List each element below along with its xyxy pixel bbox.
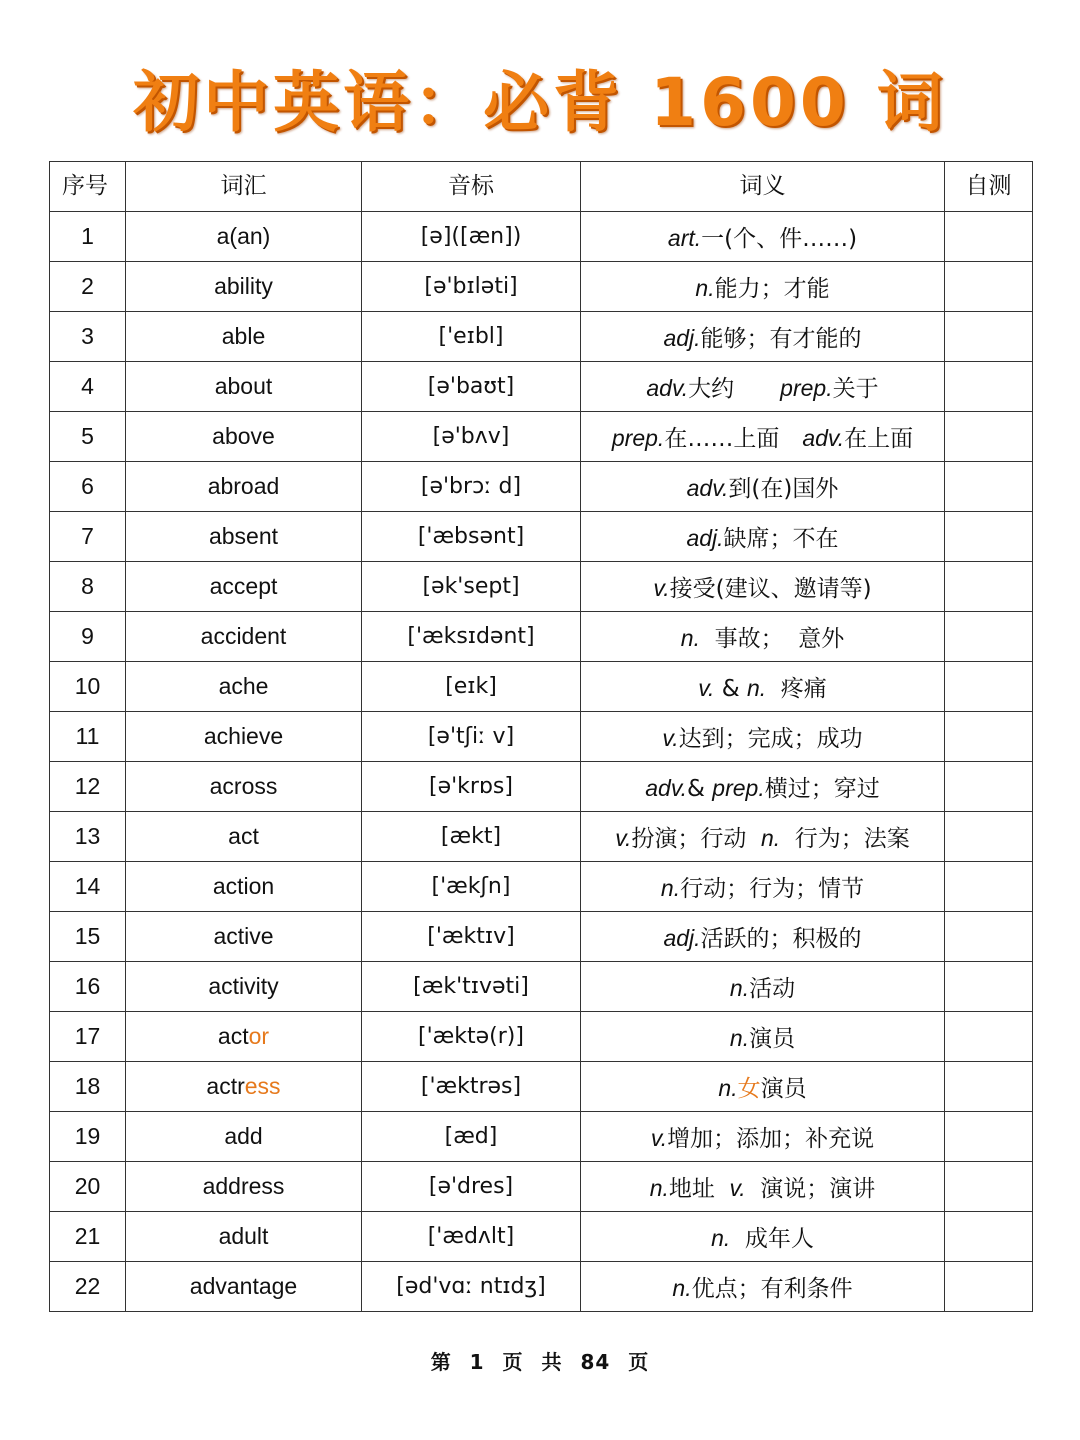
- row-word: accept: [126, 562, 362, 612]
- table-header-row: [50, 162, 1033, 212]
- row-phonetic: ['æktɪv]: [362, 912, 581, 962]
- part-of-speech: n.: [729, 1025, 750, 1051]
- meaning-text: 在……上面: [664, 426, 803, 452]
- table-row: [50, 712, 1033, 762]
- row-meaning: [581, 1062, 945, 1112]
- meaning-text: 大约: [688, 376, 781, 402]
- row-self-test: [945, 1112, 1033, 1162]
- row-word: [126, 1062, 362, 1112]
- row-word: active: [126, 912, 362, 962]
- row-self-test: [945, 212, 1033, 262]
- table-row: [50, 962, 1033, 1012]
- part-of-speech: n.: [718, 1075, 738, 1101]
- row-phonetic: ['eɪbl]: [362, 312, 581, 362]
- meaning-text: &: [714, 676, 747, 702]
- row-self-test: [945, 1262, 1033, 1312]
- part-of-speech: adv.: [802, 425, 845, 451]
- meaning-text: 活动: [749, 976, 796, 1002]
- row-meaning: [581, 1212, 945, 1262]
- row-number: 15: [50, 912, 126, 962]
- page-title: 初中英语：必背 1600 词: [133, 64, 947, 141]
- row-phonetic: [ækt]: [362, 812, 581, 862]
- meaning-text: 疼痛: [766, 676, 827, 702]
- row-number: 11: [50, 712, 126, 762]
- footer-total-pages: 84: [580, 1350, 611, 1374]
- header-word: 词汇: [126, 162, 362, 212]
- row-number: 16: [50, 962, 126, 1012]
- meaning-text: 行动；行为；情节: [680, 876, 865, 902]
- word-stem: act: [217, 1023, 249, 1049]
- row-meaning: [581, 512, 945, 562]
- word-suffix-highlight: or: [248, 1023, 270, 1049]
- table-row: [50, 1012, 1033, 1062]
- row-number: 7: [50, 512, 126, 562]
- footer-page-number: 1: [469, 1350, 485, 1374]
- row-meaning: [581, 1012, 945, 1062]
- row-self-test: [945, 912, 1033, 962]
- row-meaning: [581, 362, 945, 412]
- row-meaning: [581, 962, 945, 1012]
- part-of-speech: v.: [650, 1125, 668, 1151]
- row-phonetic: [æd]: [362, 1112, 581, 1162]
- table-row: [50, 1062, 1033, 1112]
- meaning-text: 优点；有利条件: [691, 1276, 853, 1302]
- footer-page-label: 第: [430, 1350, 452, 1374]
- row-self-test: [945, 262, 1033, 312]
- meaning-text: 达到；完成；成功: [678, 726, 863, 752]
- row-meaning: [581, 712, 945, 762]
- word-stem: actr: [206, 1073, 245, 1099]
- row-word: act: [126, 812, 362, 862]
- row-phonetic: [ə'krɒs]: [362, 762, 581, 812]
- row-self-test: [945, 712, 1033, 762]
- part-of-speech: n.: [672, 1275, 692, 1301]
- row-phonetic: ['ædʌlt]: [362, 1212, 581, 1262]
- row-self-test: [945, 1062, 1033, 1112]
- row-phonetic: [ə'bʌv]: [362, 412, 581, 462]
- part-of-speech: v.: [698, 675, 715, 701]
- row-self-test: [945, 462, 1033, 512]
- row-number: 18: [50, 1062, 126, 1112]
- row-number: 6: [50, 462, 126, 512]
- row-phonetic: [eɪk]: [362, 662, 581, 712]
- row-number: 14: [50, 862, 126, 912]
- row-word: absent: [126, 512, 362, 562]
- table-row: [50, 912, 1033, 962]
- row-phonetic: [ə'tʃiː v]: [362, 712, 581, 762]
- part-of-speech: n.: [711, 1225, 731, 1251]
- table-row: [50, 312, 1033, 362]
- page-footer: [0, 1346, 1080, 1375]
- row-word: a(an): [126, 212, 362, 262]
- row-number: 19: [50, 1112, 126, 1162]
- row-word: able: [126, 312, 362, 362]
- table-row: [50, 262, 1033, 312]
- row-phonetic: ['æktrəs]: [362, 1062, 581, 1112]
- row-self-test: [945, 612, 1033, 662]
- row-word: accident: [126, 612, 362, 662]
- meaning-text: 一(个、件……): [701, 226, 858, 252]
- row-self-test: [945, 312, 1033, 362]
- row-meaning: [581, 1112, 945, 1162]
- part-of-speech: n.: [660, 875, 681, 901]
- meaning-text: 增加；添加；补充说: [667, 1126, 875, 1152]
- row-number: 20: [50, 1162, 126, 1212]
- row-self-test: [945, 1012, 1033, 1062]
- part-of-speech: prep.: [780, 375, 833, 401]
- row-self-test: [945, 1212, 1033, 1262]
- row-phonetic: [ə]([æn]): [362, 212, 581, 262]
- table-row: [50, 1262, 1033, 1312]
- row-number: 10: [50, 662, 126, 712]
- header-meaning: 词义: [581, 162, 945, 212]
- row-meaning: [581, 762, 945, 812]
- row-meaning: [581, 212, 945, 262]
- table-row: [50, 362, 1033, 412]
- row-word: ability: [126, 262, 362, 312]
- row-word: address: [126, 1162, 362, 1212]
- header-phonetic: 音标: [362, 162, 581, 212]
- part-of-speech: v.: [653, 575, 670, 601]
- row-phonetic: [ək'sept]: [362, 562, 581, 612]
- row-word: above: [126, 412, 362, 462]
- meaning-text: 在上面: [844, 426, 914, 452]
- row-number: 21: [50, 1212, 126, 1262]
- row-meaning: [581, 912, 945, 962]
- table-row: [50, 512, 1033, 562]
- meaning-text: 活跃的；积极的: [700, 926, 862, 952]
- table-row: [50, 212, 1033, 262]
- table-row: [50, 762, 1033, 812]
- row-number: 9: [50, 612, 126, 662]
- table-row: [50, 1212, 1033, 1262]
- row-meaning: [581, 412, 945, 462]
- row-self-test: [945, 862, 1033, 912]
- row-phonetic: [əd'vɑː ntɪdʒ]: [362, 1262, 581, 1312]
- row-self-test: [945, 762, 1033, 812]
- row-phonetic: [ə'baʊt]: [362, 362, 581, 412]
- row-self-test: [945, 512, 1033, 562]
- row-self-test: [945, 1162, 1033, 1212]
- row-self-test: [945, 962, 1033, 1012]
- row-meaning: [581, 612, 945, 662]
- part-of-speech: adv.: [646, 375, 689, 401]
- part-of-speech: v.: [729, 1175, 746, 1201]
- part-of-speech: n.: [746, 675, 767, 701]
- row-number: 22: [50, 1262, 126, 1312]
- meaning-highlight: 女: [737, 1076, 761, 1102]
- footer-page-label-3: 页: [628, 1350, 650, 1374]
- row-self-test: [945, 412, 1033, 462]
- part-of-speech: n.: [761, 825, 781, 851]
- part-of-speech: n.: [695, 275, 715, 301]
- table-row: [50, 1162, 1033, 1212]
- table-row: [50, 812, 1033, 862]
- footer-total-label: 共: [541, 1350, 563, 1374]
- row-self-test: [945, 662, 1033, 712]
- meaning-text: 接受(建议、邀请等): [669, 576, 872, 602]
- row-number: 13: [50, 812, 126, 862]
- row-number: 8: [50, 562, 126, 612]
- row-number: 3: [50, 312, 126, 362]
- part-of-speech: v.: [662, 725, 679, 751]
- meaning-text: 到(在)国外: [728, 476, 839, 502]
- row-meaning: [581, 1162, 945, 1212]
- row-word: action: [126, 862, 362, 912]
- header-number: 序号: [50, 162, 126, 212]
- part-of-speech: adv.: [686, 475, 729, 501]
- meaning-text: 关于: [832, 376, 879, 402]
- part-of-speech: adj.: [663, 325, 701, 351]
- row-number: 5: [50, 412, 126, 462]
- row-meaning: [581, 562, 945, 612]
- row-word: ache: [126, 662, 362, 712]
- part-of-speech: adj.: [686, 525, 724, 551]
- row-word: activity: [126, 962, 362, 1012]
- table-row: [50, 412, 1033, 462]
- row-word: about: [126, 362, 362, 412]
- table-row: [50, 612, 1033, 662]
- row-word: add: [126, 1112, 362, 1162]
- row-word: abroad: [126, 462, 362, 512]
- row-phonetic: [ə'dres]: [362, 1162, 581, 1212]
- part-of-speech: adj.: [663, 925, 701, 951]
- row-phonetic: [ə'bɪləti]: [362, 262, 581, 312]
- table-row: [50, 462, 1033, 512]
- row-meaning: [581, 462, 945, 512]
- row-meaning: [581, 262, 945, 312]
- meaning-text: 缺席；不在: [723, 526, 839, 552]
- row-meaning: [581, 312, 945, 362]
- row-word: [126, 1012, 362, 1062]
- meaning-text: 能力；才能: [714, 276, 830, 302]
- meaning-text: 事故； 意外: [699, 626, 845, 652]
- row-self-test: [945, 362, 1033, 412]
- row-number: 12: [50, 762, 126, 812]
- meaning-text: 横过；穿过: [764, 776, 880, 802]
- row-phonetic: [ə'brɔː d]: [362, 462, 581, 512]
- row-phonetic: ['æktə(r)]: [362, 1012, 581, 1062]
- table-row: [50, 562, 1033, 612]
- table-row: [50, 1112, 1033, 1162]
- row-number: 17: [50, 1012, 126, 1062]
- part-of-speech: v.: [615, 825, 632, 851]
- row-word: across: [126, 762, 362, 812]
- meaning-text: &: [687, 776, 713, 802]
- part-of-speech: n.: [649, 1175, 669, 1201]
- row-phonetic: ['æksɪdənt]: [362, 612, 581, 662]
- row-word: adult: [126, 1212, 362, 1262]
- part-of-speech: prep.: [712, 775, 765, 801]
- meaning-text: 演员: [749, 1026, 796, 1052]
- part-of-speech: art.: [667, 225, 702, 251]
- row-number: 1: [50, 212, 126, 262]
- row-self-test: [945, 562, 1033, 612]
- part-of-speech: n.: [729, 975, 750, 1001]
- row-meaning: [581, 812, 945, 862]
- row-word: achieve: [126, 712, 362, 762]
- meaning-text: 演员: [760, 1076, 807, 1102]
- meaning-text: 成年人: [730, 1226, 814, 1252]
- part-of-speech: prep.: [611, 425, 665, 451]
- meaning-text: 地址: [668, 1176, 730, 1202]
- row-phonetic: ['æbsənt]: [362, 512, 581, 562]
- table-row: [50, 862, 1033, 912]
- row-meaning: [581, 662, 945, 712]
- vocabulary-table: [49, 161, 1033, 1312]
- row-number: 4: [50, 362, 126, 412]
- meaning-text: 扮演；行动: [631, 826, 761, 852]
- row-number: 2: [50, 262, 126, 312]
- meaning-text: 能够；有才能的: [700, 326, 862, 352]
- row-phonetic: ['ækʃn]: [362, 862, 581, 912]
- table-body: [50, 212, 1033, 1312]
- row-self-test: [945, 812, 1033, 862]
- footer-page-label-2: 页: [502, 1350, 524, 1374]
- part-of-speech: adv.: [645, 775, 688, 801]
- meaning-text: 演说；演讲: [745, 1176, 876, 1202]
- row-meaning: [581, 1262, 945, 1312]
- word-suffix-highlight: ess: [244, 1073, 281, 1099]
- part-of-speech: n.: [680, 625, 700, 651]
- row-phonetic: [æk'tɪvəti]: [362, 962, 581, 1012]
- meaning-text: 行为；法案: [780, 826, 910, 852]
- table-row: [50, 662, 1033, 712]
- row-meaning: [581, 862, 945, 912]
- header-self-test: 自测: [945, 162, 1033, 212]
- row-word: advantage: [126, 1262, 362, 1312]
